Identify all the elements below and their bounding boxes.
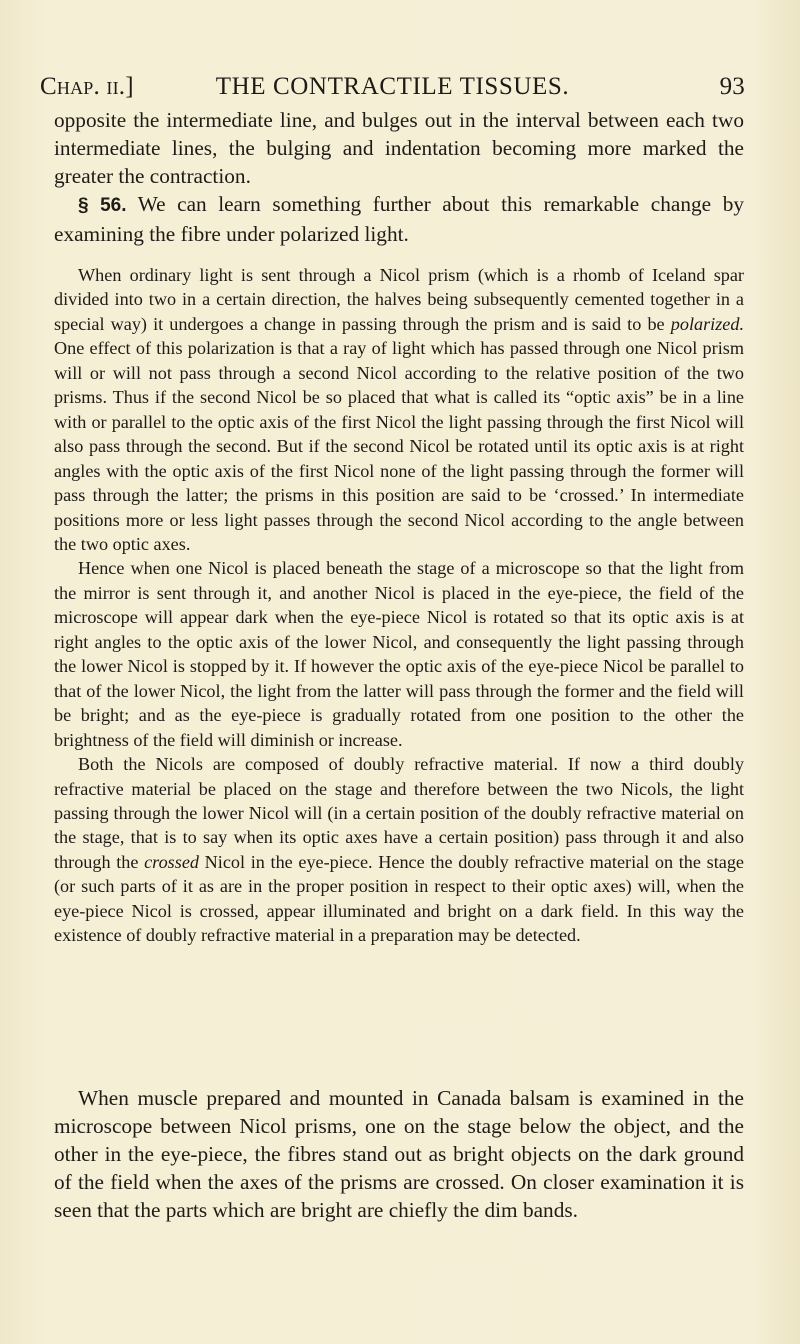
paragraph-doubly-refractive — [54, 752, 744, 948]
paragraph-1: opposite the intermediate line, and bulges out in the interval between each two intermediate lines, the bulging and indentation becoming more marked the greater the contraction. — [54, 108, 744, 188]
large-text-bottom — [54, 1084, 744, 1224]
chapter-label: Chap. ii.] — [40, 73, 134, 100]
nicol-text-b: One effect of this polarization is that a ray of light which has passed through one Nicol prism will or will not pass through a second Nicol according to the relative position of the two prisms. Thus if the second Nicol be so placed that what is called its “optic axis” be in a line with or parallel to the optic axis of the first Nicol the light passing through the first Nicol will also pass through the second. But if the second Nicol be rotated until its optic axis is at right angles with the optic axis of the first Nicol none of the light passing through the former will pass through the latter; the prisms in this position are said to be ‘crossed.’ In intermediate positions more or less light passes through the second Nicol according to the angle between the two optic axes. — [54, 338, 744, 554]
refractive-text-b: Nicol in the eye-piece. Hence the doubly refractive material on the stage (or such parts of it as are in the proper position in respect to their optic axes) will, when the eye-piece Nicol is crossed, appear illuminated and bright on a dark field. In this way the existence of doubly refractive material in a preparation may be detected. — [54, 851, 744, 946]
large-text-top — [54, 106, 744, 248]
nicol-text-a: When ordinary light is sent through a Nicol prism (which is a rhomb of Iceland spar divided into two in a certain direction, the halves being subsequently cemented together in a special way) it undergoes a change in passing through the prism and is said to be — [54, 265, 744, 334]
page-number: 93 — [719, 73, 745, 100]
section-number: § 56. — [78, 195, 127, 216]
paragraph-nicol-prism — [54, 263, 744, 556]
paragraph-microscope: Hence when one Nicol is placed beneath the stage of a microscope so that the light from the mirror is sent through it, and another Nicol is placed in the eye-piece, the field of the microscope will appear dark when the eye-piece Nicol is rotated so that its optic axis is at right angles to the optic axis of the lower Nicol, and consequently the light passing through the lower Nicol is stopped by it. If however the optic axis of the eye-piece Nicol be parallel to that of the lower Nicol, the light from the latter will pass through the former and the field will be bright; and as the eye-piece is gradually rotated from one position to the other the brightness of the field will diminish or increase. — [54, 558, 744, 750]
paragraph-section-56 — [54, 190, 744, 248]
emphasis-crossed: crossed — [144, 851, 199, 872]
emphasis-polarized: polarized. — [670, 313, 745, 334]
section-56-text: We can learn something further about this remarkable change by examining the fibre under polarized light. — [54, 192, 744, 246]
refractive-text-a: Both the Nicols are composed of doubly refractive material. If now a third doubly refractive material be placed on the stage and therefore between the two Nicols, the light passing through the lower Nicol will (in a certain position of the doubly refractive material on the stage, that is to say when its optic axes have a certain position) pass through it and also through the — [54, 754, 744, 872]
running-header — [40, 70, 745, 104]
paragraph-muscle: When muscle prepared and mounted in Canada balsam is examined in the microscope between Nicol prisms, one on the stage below the object, and the other in the eye-piece, the fibres stand out as bright objects on the dark ground of the field when the axes of the prisms are crossed. On closer examination it is seen that the parts which are bright are chiefly the dim bands. — [54, 1086, 744, 1222]
small-print-block — [54, 263, 744, 948]
running-title: THE CONTRACTILE TISSUES. — [215, 73, 570, 100]
